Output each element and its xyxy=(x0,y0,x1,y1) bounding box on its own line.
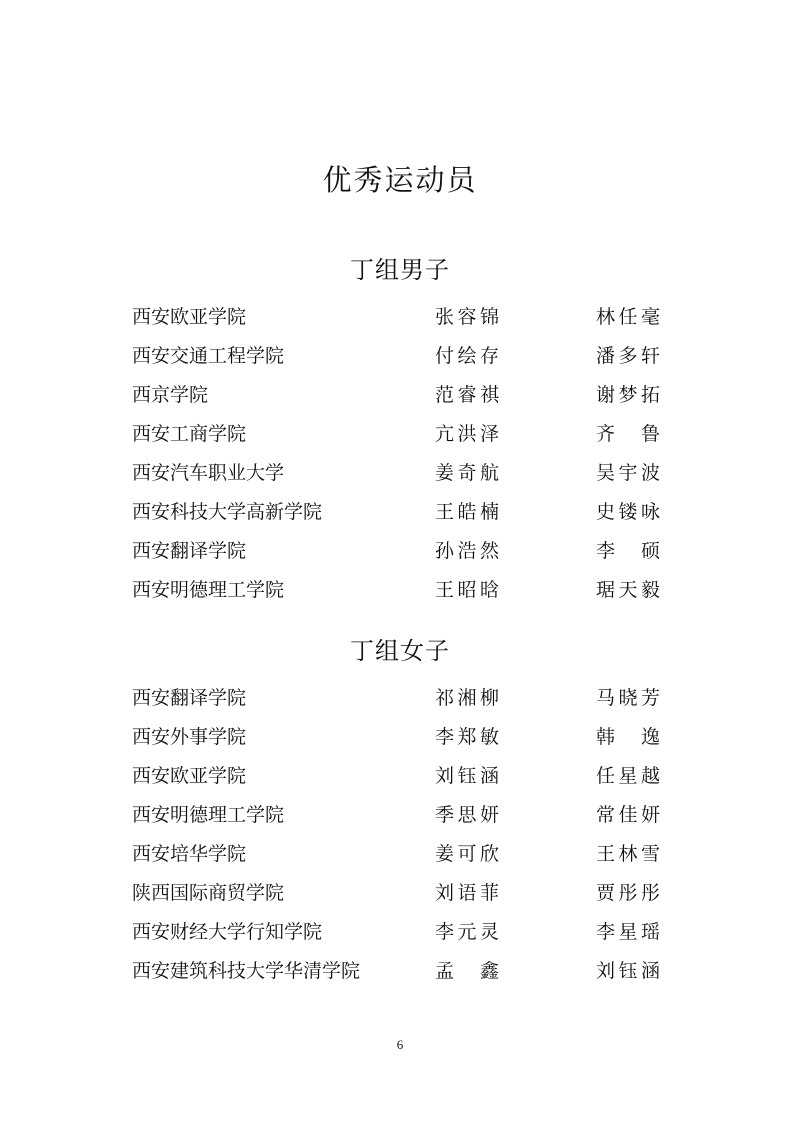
section-list-female xyxy=(0,679,800,991)
athlete-name: 付绘存 xyxy=(435,345,499,367)
page-number: 6 xyxy=(396,1037,404,1052)
athlete-name: 王皓楠 xyxy=(435,501,499,523)
school-name: 西安科技大学高新学院 xyxy=(132,501,323,523)
section-list-male xyxy=(0,298,800,610)
athlete-name: 姜可欣 xyxy=(435,843,499,865)
school-name: 西安翻译学院 xyxy=(132,540,247,562)
athlete-name: 姜奇航 xyxy=(435,462,499,484)
athlete-name: 谢梦拓 xyxy=(596,384,660,406)
section-heading-male: 丁组男子 xyxy=(350,256,450,284)
table-row xyxy=(0,952,800,991)
table-row xyxy=(0,532,800,571)
athlete-name: 李星瑶 xyxy=(596,921,660,943)
athlete-name: 刘语菲 xyxy=(435,882,499,904)
athlete-name: 林任毫 xyxy=(596,306,660,328)
table-row xyxy=(0,718,800,757)
table-row xyxy=(0,298,800,337)
athlete-name: 孟 鑫 xyxy=(435,960,499,982)
athlete-name: 刘钰涵 xyxy=(596,960,660,982)
athlete-name: 史镂咏 xyxy=(596,501,660,523)
school-name: 西京学院 xyxy=(132,384,209,406)
school-name: 西安财经大学行知学院 xyxy=(132,921,323,943)
table-row xyxy=(0,913,800,952)
athlete-name: 贾彤彤 xyxy=(596,882,660,904)
athlete-name: 孙浩然 xyxy=(435,540,499,562)
athlete-name: 李 硕 xyxy=(596,540,660,562)
athlete-name: 马晓芳 xyxy=(596,687,660,709)
school-name: 西安明德理工学院 xyxy=(132,804,285,826)
section-heading-female: 丁组女子 xyxy=(350,637,450,665)
athlete-name: 祁湘柳 xyxy=(435,687,499,709)
athlete-name: 任星越 xyxy=(596,765,660,787)
athlete-name: 季思妍 xyxy=(435,804,499,826)
school-name: 西安交通工程学院 xyxy=(132,345,285,367)
athlete-name: 亢洪泽 xyxy=(435,423,499,445)
table-row xyxy=(0,493,800,532)
school-name: 西安外事学院 xyxy=(132,726,247,748)
athlete-name: 张容锦 xyxy=(435,306,499,328)
athlete-name: 常佳妍 xyxy=(596,804,660,826)
school-name: 西安建筑科技大学华清学院 xyxy=(132,960,361,982)
school-name: 西安欧亚学院 xyxy=(132,765,247,787)
table-row xyxy=(0,874,800,913)
school-name: 西安工商学院 xyxy=(132,423,247,445)
athlete-name: 李元灵 xyxy=(435,921,499,943)
table-row xyxy=(0,757,800,796)
school-name: 西安翻译学院 xyxy=(132,687,247,709)
athlete-name: 韩 逸 xyxy=(596,726,660,748)
athlete-name: 李郑敏 xyxy=(435,726,499,748)
table-row xyxy=(0,454,800,493)
athlete-name: 王昭晗 xyxy=(435,579,499,601)
table-row xyxy=(0,679,800,718)
school-name: 西安汽车职业大学 xyxy=(132,462,285,484)
athlete-name: 齐 鲁 xyxy=(596,423,660,445)
athlete-name: 琚天毅 xyxy=(596,579,660,601)
athlete-name: 吴宇波 xyxy=(596,462,660,484)
school-name: 陕西国际商贸学院 xyxy=(132,882,285,904)
table-row xyxy=(0,337,800,376)
page-title: 优秀运动员 xyxy=(322,163,478,197)
athlete-name: 潘多轩 xyxy=(596,345,660,367)
table-row xyxy=(0,415,800,454)
athlete-name: 范睿祺 xyxy=(435,384,499,406)
table-row xyxy=(0,376,800,415)
table-row xyxy=(0,796,800,835)
school-name: 西安欧亚学院 xyxy=(132,306,247,328)
school-name: 西安明德理工学院 xyxy=(132,579,285,601)
athlete-name: 王林雪 xyxy=(596,843,660,865)
table-row xyxy=(0,571,800,610)
table-row xyxy=(0,835,800,874)
school-name: 西安培华学院 xyxy=(132,843,247,865)
athlete-name: 刘钰涵 xyxy=(435,765,499,787)
